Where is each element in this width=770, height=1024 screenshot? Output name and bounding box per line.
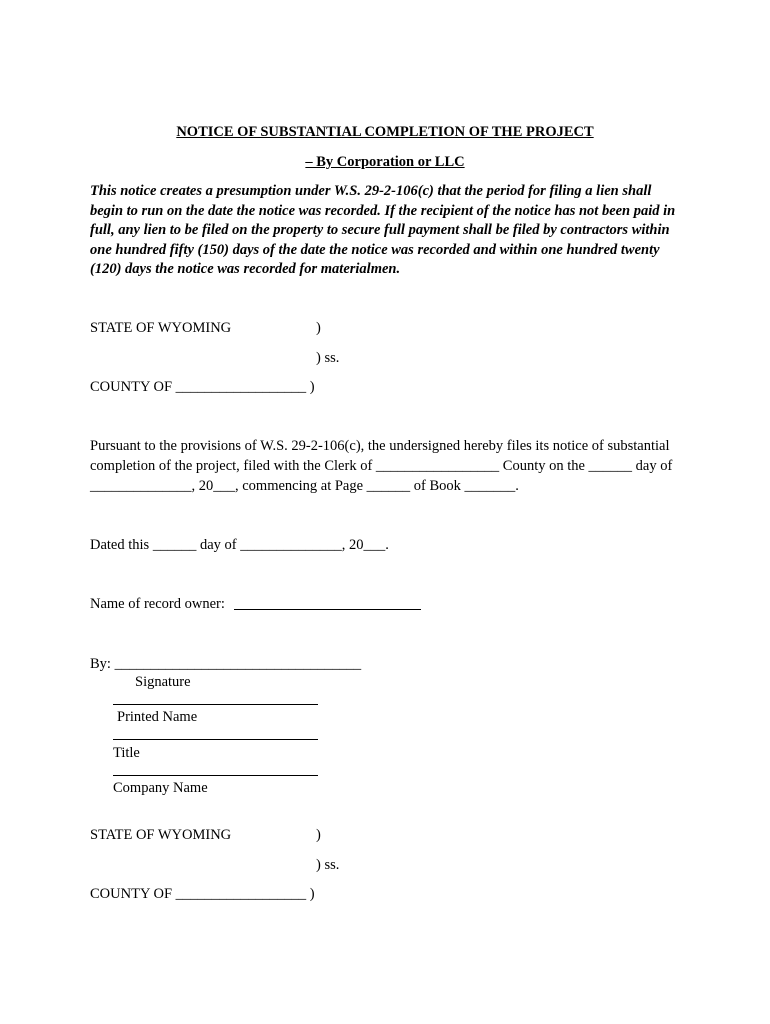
document-subtitle: – By Corporation or LLC — [305, 154, 465, 170]
title-label: Title — [113, 745, 140, 761]
pursuant-paragraph: Pursuant to the provisions of W.S. 29-2-106(c), the undersigned hereby files its notice of substantial completion of the project, filed with the Clerk of _________________ County on the ______ day of ______________, 20___, commencing at Page ______ of Book _______. — [90, 438, 673, 494]
printed-name-line — [113, 704, 318, 705]
company-name-line — [113, 775, 318, 776]
record-owner-label: Name of record owner: — [90, 596, 225, 612]
venue1-ss: ) ss. — [316, 350, 340, 366]
venue2-county: COUNTY OF __________________ ) — [90, 886, 315, 902]
document-title: NOTICE OF SUBSTANTIAL COMPLETION OF THE PROJECT — [176, 124, 594, 140]
printed-name-label: Printed Name — [117, 709, 198, 725]
signature-label: Signature — [135, 674, 191, 690]
company-name-label: Company Name — [113, 780, 208, 796]
venue2-ss: ) ss. — [316, 857, 340, 873]
dated-line: Dated this ______ day of ______________, 20___. — [90, 537, 389, 553]
notice-paragraph: This notice creates a presumption under W.S. 29-2-106(c) that the period for filing a lien shall begin to run on the date the notice was recorded. If the recipient of the notice has not been paid in full, any lien to be filed on the property to secure full payment shall be filed by contractors within one hundred fifty (150) days of the date the notice was recorded and within one hundred twenty (120) days the notice was recorded for materialmen. — [90, 183, 676, 277]
venue2-state: STATE OF WYOMING — [90, 827, 232, 843]
title-line — [113, 739, 318, 740]
venue1-county: COUNTY OF __________________ ) — [90, 379, 315, 395]
by-line: By: __________________________________ — [90, 656, 362, 672]
record-owner-line — [234, 609, 421, 610]
venue1-paren: ) — [316, 320, 321, 336]
venue2-paren: ) — [316, 827, 321, 843]
venue1-state: STATE OF WYOMING — [90, 320, 232, 336]
